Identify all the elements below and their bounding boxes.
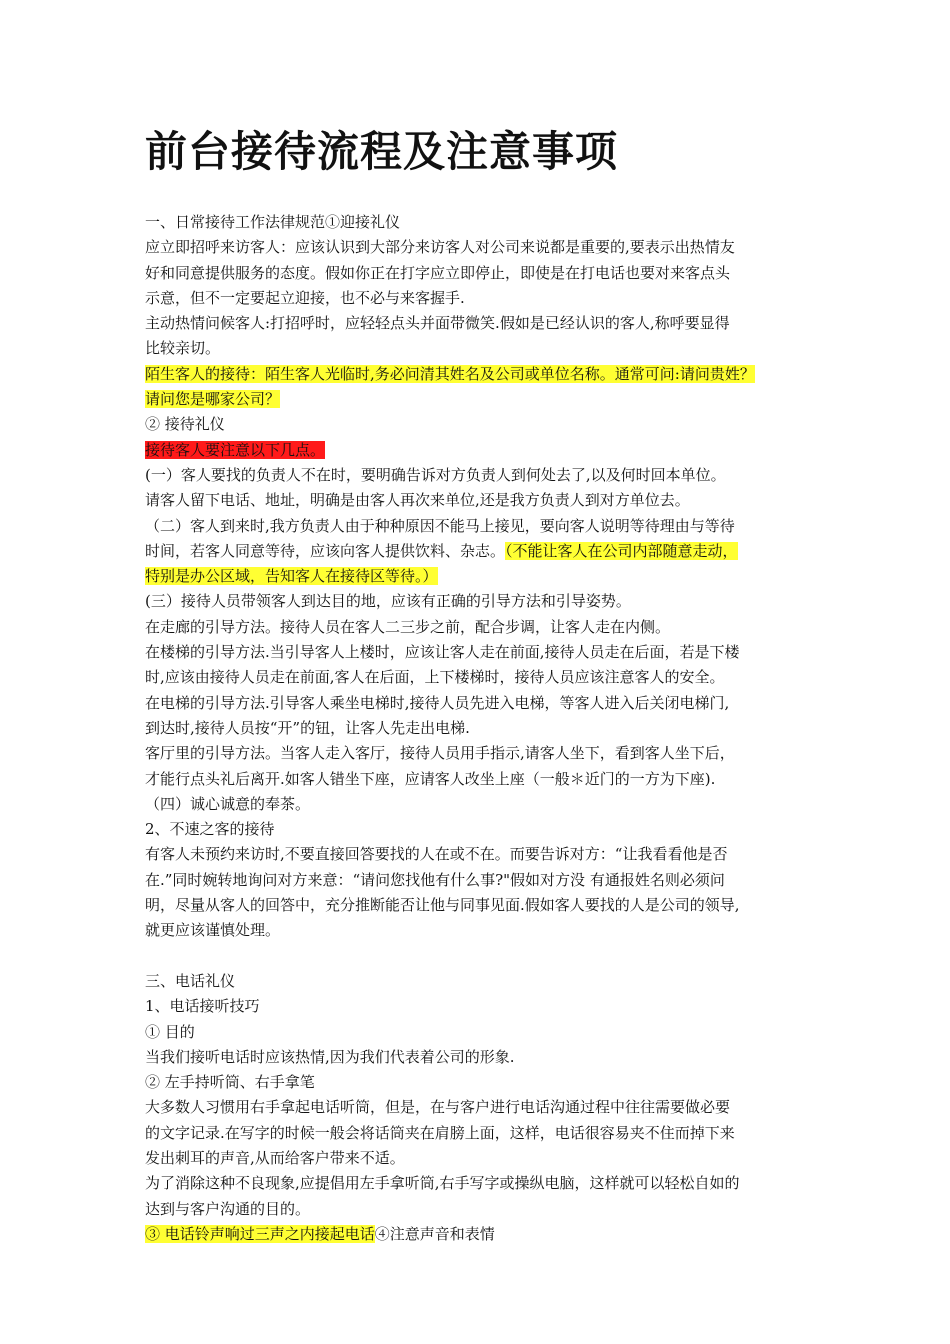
line-text: ① 目的 <box>145 1022 195 1041</box>
text-line <box>145 969 825 994</box>
line-text: 主动热情问候客人:打招呼时，应轻轻点头并面带微笑.假如是已经认识的客人,称呼要显得 <box>145 314 730 333</box>
line-text: 时间，若客人同意等待，应该向客人提供饮料、杂志。 <box>145 541 506 560</box>
text-line <box>145 412 825 437</box>
text-line <box>145 716 825 741</box>
line-text: 发出刺耳的声音,从而给客户带来不适。 <box>145 1148 405 1167</box>
text-line <box>145 539 825 564</box>
text-line <box>145 842 825 867</box>
text-line <box>145 564 825 589</box>
text-line <box>145 944 825 969</box>
line-text: ② 左手持听筒、右手拿笔 <box>145 1073 315 1092</box>
text-line <box>145 918 825 943</box>
line-text: 在.”同时婉转地询问对方来意：“请问您找他有什么事?"假如对方没 有通报姓名则必须问 <box>145 870 725 889</box>
line-text: 比较亲切。 <box>145 339 221 358</box>
line-text: 好和同意提供服务的态度。假如你正在打字应立即停止，即使是在打电话也要对来客点头 <box>145 263 731 282</box>
line-text: 达到与客户沟通的目的。 <box>145 1199 311 1218</box>
line-text: (一）客人要找的负责人不在时，要明确告诉对方负责人到何处去了,以及何时回本单位。 <box>145 465 726 484</box>
text-line <box>145 438 825 463</box>
text-line <box>145 893 825 918</box>
text-line <box>145 792 825 817</box>
text-line <box>145 665 825 690</box>
text-line <box>145 868 825 893</box>
text-line <box>145 640 825 665</box>
red-highlighted-text: 接待客人要注意以下几点。 <box>145 440 326 459</box>
text-line <box>145 463 825 488</box>
text-line <box>145 1171 825 1196</box>
text-line <box>145 362 825 387</box>
line-text: 应立即招呼来访客人：应该认识到大部分来访客人对公司来说都是重要的,要表示出热情友 <box>145 238 735 257</box>
line-text: 才能行点头礼后离开.如客人错坐下座，应请客人改坐上座（一般＊近门的一方为下座). <box>145 769 716 788</box>
text-line <box>145 741 825 766</box>
text-line <box>145 1222 825 1247</box>
line-text: 在电梯的引导方法.引导客人乘坐电梯时,接待人员先进入电梯，等客人进入后关闭电梯门, <box>145 693 730 712</box>
text-line <box>145 994 825 1019</box>
line-text: 有客人未预约来访时,不要直接回答要找的人在或不在。而要告诉对方：“让我看看他是否 <box>145 845 728 864</box>
line-text: 时,应该由接待人员走在前面,客人在后面，上下楼梯时，接待人员应该注意客人的安全。 <box>145 668 725 687</box>
line-text: 示意，但不一定要起立迎接，也不必与来客握手. <box>145 288 465 307</box>
line-text: 客厅里的引导方法。当客人走入客厅，接待人员用手指示,请客人坐下，看到客人坐下后， <box>145 744 735 763</box>
line-text: 在走廊的引导方法。接待人员在客人二三步之前，配合步调，让客人走在内侧。 <box>145 617 671 636</box>
line-text: 请客人留下电话、地址，明确是由客人再次来单位,还是我方负责人到对方单位去。 <box>145 491 690 510</box>
text-line <box>145 1095 825 1120</box>
text-line <box>145 1197 825 1222</box>
text-line <box>145 261 825 286</box>
text-line <box>145 336 825 361</box>
line-text: (三）接待人员带领客人到达目的地，应该有正确的引导方法和引导姿势。 <box>145 592 631 611</box>
text-line <box>145 210 825 235</box>
text-line <box>145 691 825 716</box>
highlighted-text: （不能让客人在公司内部随意走动， <box>505 541 738 560</box>
text-line <box>145 1146 825 1171</box>
line-text: 2、不速之客的接待 <box>145 820 275 839</box>
highlighted-text: 特别是办公区域，告知客人在接待区等待。） <box>145 567 438 586</box>
text-line <box>145 488 825 513</box>
highlighted-text: ③ 电话铃声响过三声之内接起电话 <box>145 1224 375 1243</box>
text-line <box>145 1121 825 1146</box>
text-line <box>145 387 825 412</box>
text-line <box>145 235 825 260</box>
text-line <box>145 286 825 311</box>
text-line <box>145 514 825 539</box>
line-text: 为了消除这种不良现象,应提倡用左手拿听筒,右手写字或操纵电脑，这样就可以轻松自如的 <box>145 1174 740 1193</box>
line-text: 明，尽量从客人的回答中，充分推断能否让他与同事见面.假如客人要找的人是公司的领导, <box>145 896 740 915</box>
line-text: 一、日常接待工作法律规范①迎接礼仪 <box>145 213 401 231</box>
highlighted-text: 请问您是哪家公司？ <box>145 390 281 409</box>
line-text: ② 接待礼仪 <box>145 415 225 434</box>
text-line <box>145 1045 825 1070</box>
line-text: 三、电话礼仪 <box>145 971 236 990</box>
line-text: 到达时,接待人员按“开”的钮，让客人先走出电梯. <box>145 718 470 737</box>
line-text: 的文字记录.在写字的时候一般会将话筒夹在肩膀上面，这样，电话很容易夹不住而掉下来 <box>145 1123 735 1142</box>
text-line <box>145 589 825 614</box>
line-text: 就更应该谨慎处理。 <box>145 921 281 940</box>
document-title: 前台接待流程及注意事项 <box>145 127 619 176</box>
line-text: 当我们接听电话时应该热情,因为我们代表着公司的形象. <box>145 1047 515 1066</box>
highlighted-text: 陌生客人的接待：陌生客人光临时,务必问清其姓名及公司或单位名称。通常可问:请问贵姓？ <box>145 364 755 383</box>
line-text: 在楼梯的引导方法.当引导客人上楼时，应该让客人走在前面,接待人员走在后面，若是下楼 <box>145 643 740 662</box>
line-text: （四）诚心诚意的奉茶。 <box>145 794 311 813</box>
text-line <box>145 767 825 792</box>
line-text: （二）客人到来时,我方负责人由于种种原因不能马上接见，要向客人说明等待理由与等待 <box>145 516 735 535</box>
text-line <box>145 1070 825 1095</box>
text-line <box>145 817 825 842</box>
text-line <box>145 615 825 640</box>
document-body <box>145 210 825 1247</box>
line-text: 1、电话接听技巧 <box>145 997 260 1016</box>
text-line <box>145 1020 825 1045</box>
text-line <box>145 311 825 336</box>
line-text: ④注意声音和表情 <box>374 1224 495 1243</box>
line-text: 大多数人习惯用右手拿起电话听筒，但是，在与客户进行电话沟通过程中往往需要做必要 <box>145 1098 731 1117</box>
